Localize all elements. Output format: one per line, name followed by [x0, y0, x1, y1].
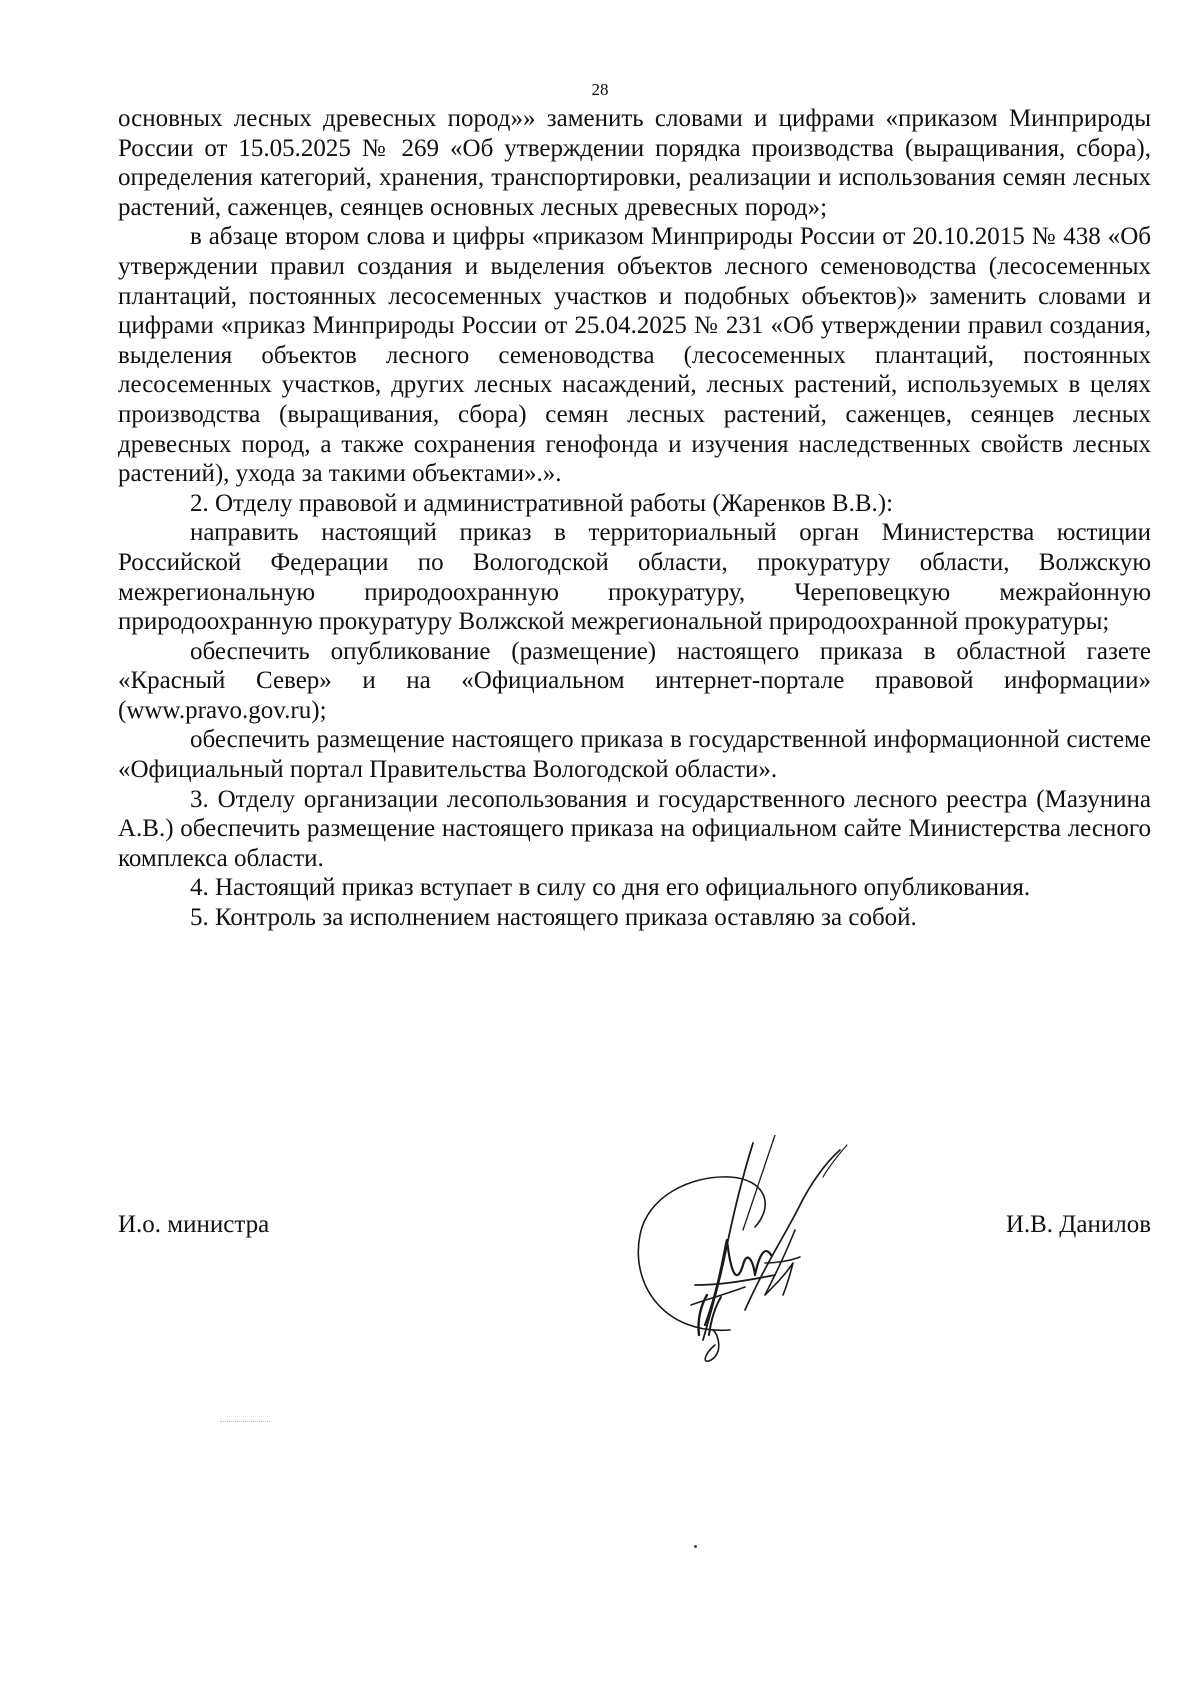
scan-speck	[694, 1545, 697, 1548]
paragraph-publish-portal: обеспечить размещение настоящего приказа в государственной информационной системе «Официальный портал Правительства Вологодской области».	[118, 726, 1151, 784]
paragraph-second-abzac: в абзаце втором слова и цифры «приказом Минприроды России от 20.10.2015 № 438 «Об утверждении правил создания и выделения объектов лесного семеноводства (лесосеменных плантаций, постоянных лесосеменных участков и подобных объектов)» заменить словами и цифрами «приказ Минприроды России от 25.04.2025 № 231 «Об утверждении правил создания, выделения объектов лесного семеноводства (лесосеменных плантаций, постоянных лесосеменных участков, других лесных насаждений, лесных растений, используемых в целях производства (выращивания, сбора) семян лесных растений, саженцев, сеянцев лесных древесных пород, а также сохранения генофонда и изучения наследственных свойств лесных растений), ухода за такими объектами».».	[118, 223, 1151, 488]
paragraph-item-2: 2. Отделу правовой и административной работы (Жаренков В.В.):	[190, 489, 894, 517]
document-body	[118, 104, 1151, 933]
scan-artifact	[220, 1421, 270, 1423]
paragraph-item-5: 5. Контроль за исполнением настоящего приказа оставляю за собой.	[190, 904, 917, 932]
paragraph-continuation: основных лесных древесных пород»» заменить словами и цифрами «приказом Минприроды России от 15.05.2025 № 269 «Об утверждении порядка производства (выращивания, сбора), определения категорий, хранения, транспортировки, реализации и использования семян лесных растений, саженцев, сеянцев основных лесных древесных пород»;	[118, 105, 1151, 221]
paragraph-item-3: 3. Отделу организации лесопользования и государственного лесного реестра (Мазунина А.В.) обеспечить размещение настоящего приказа на официальном сайте Министерства лесного комплекса области.	[118, 785, 1151, 872]
page-number: 28	[591, 80, 609, 99]
paragraph-send-order: направить настоящий приказ в территориальный орган Министерства юстиции Российской Федерации по Вологодской области, прокуратуру области, Волжскую межрегиональную природоохранную прокуратуру, Череповецкую межрайонную природоохранную прокуратуру Волжской межрегиональной природоохранной прокуратуры;	[118, 519, 1151, 636]
paragraph-item-4: 4. Настоящий приказ вступает в силу со дня его официального опубликования.	[190, 874, 1031, 902]
paragraph-publish-newspaper: обеспечить опубликование (размещение) настоящего приказа в областной газете «Красный Север» и на «Официальном интернет-портале правовой информации» (www.pravo.gov.ru);	[118, 637, 1151, 724]
signer-role: И.о. министра	[118, 1211, 270, 1238]
handwritten-signature	[625, 1135, 925, 1375]
signer-name: И.В. Данилов	[1005, 1211, 1151, 1238]
